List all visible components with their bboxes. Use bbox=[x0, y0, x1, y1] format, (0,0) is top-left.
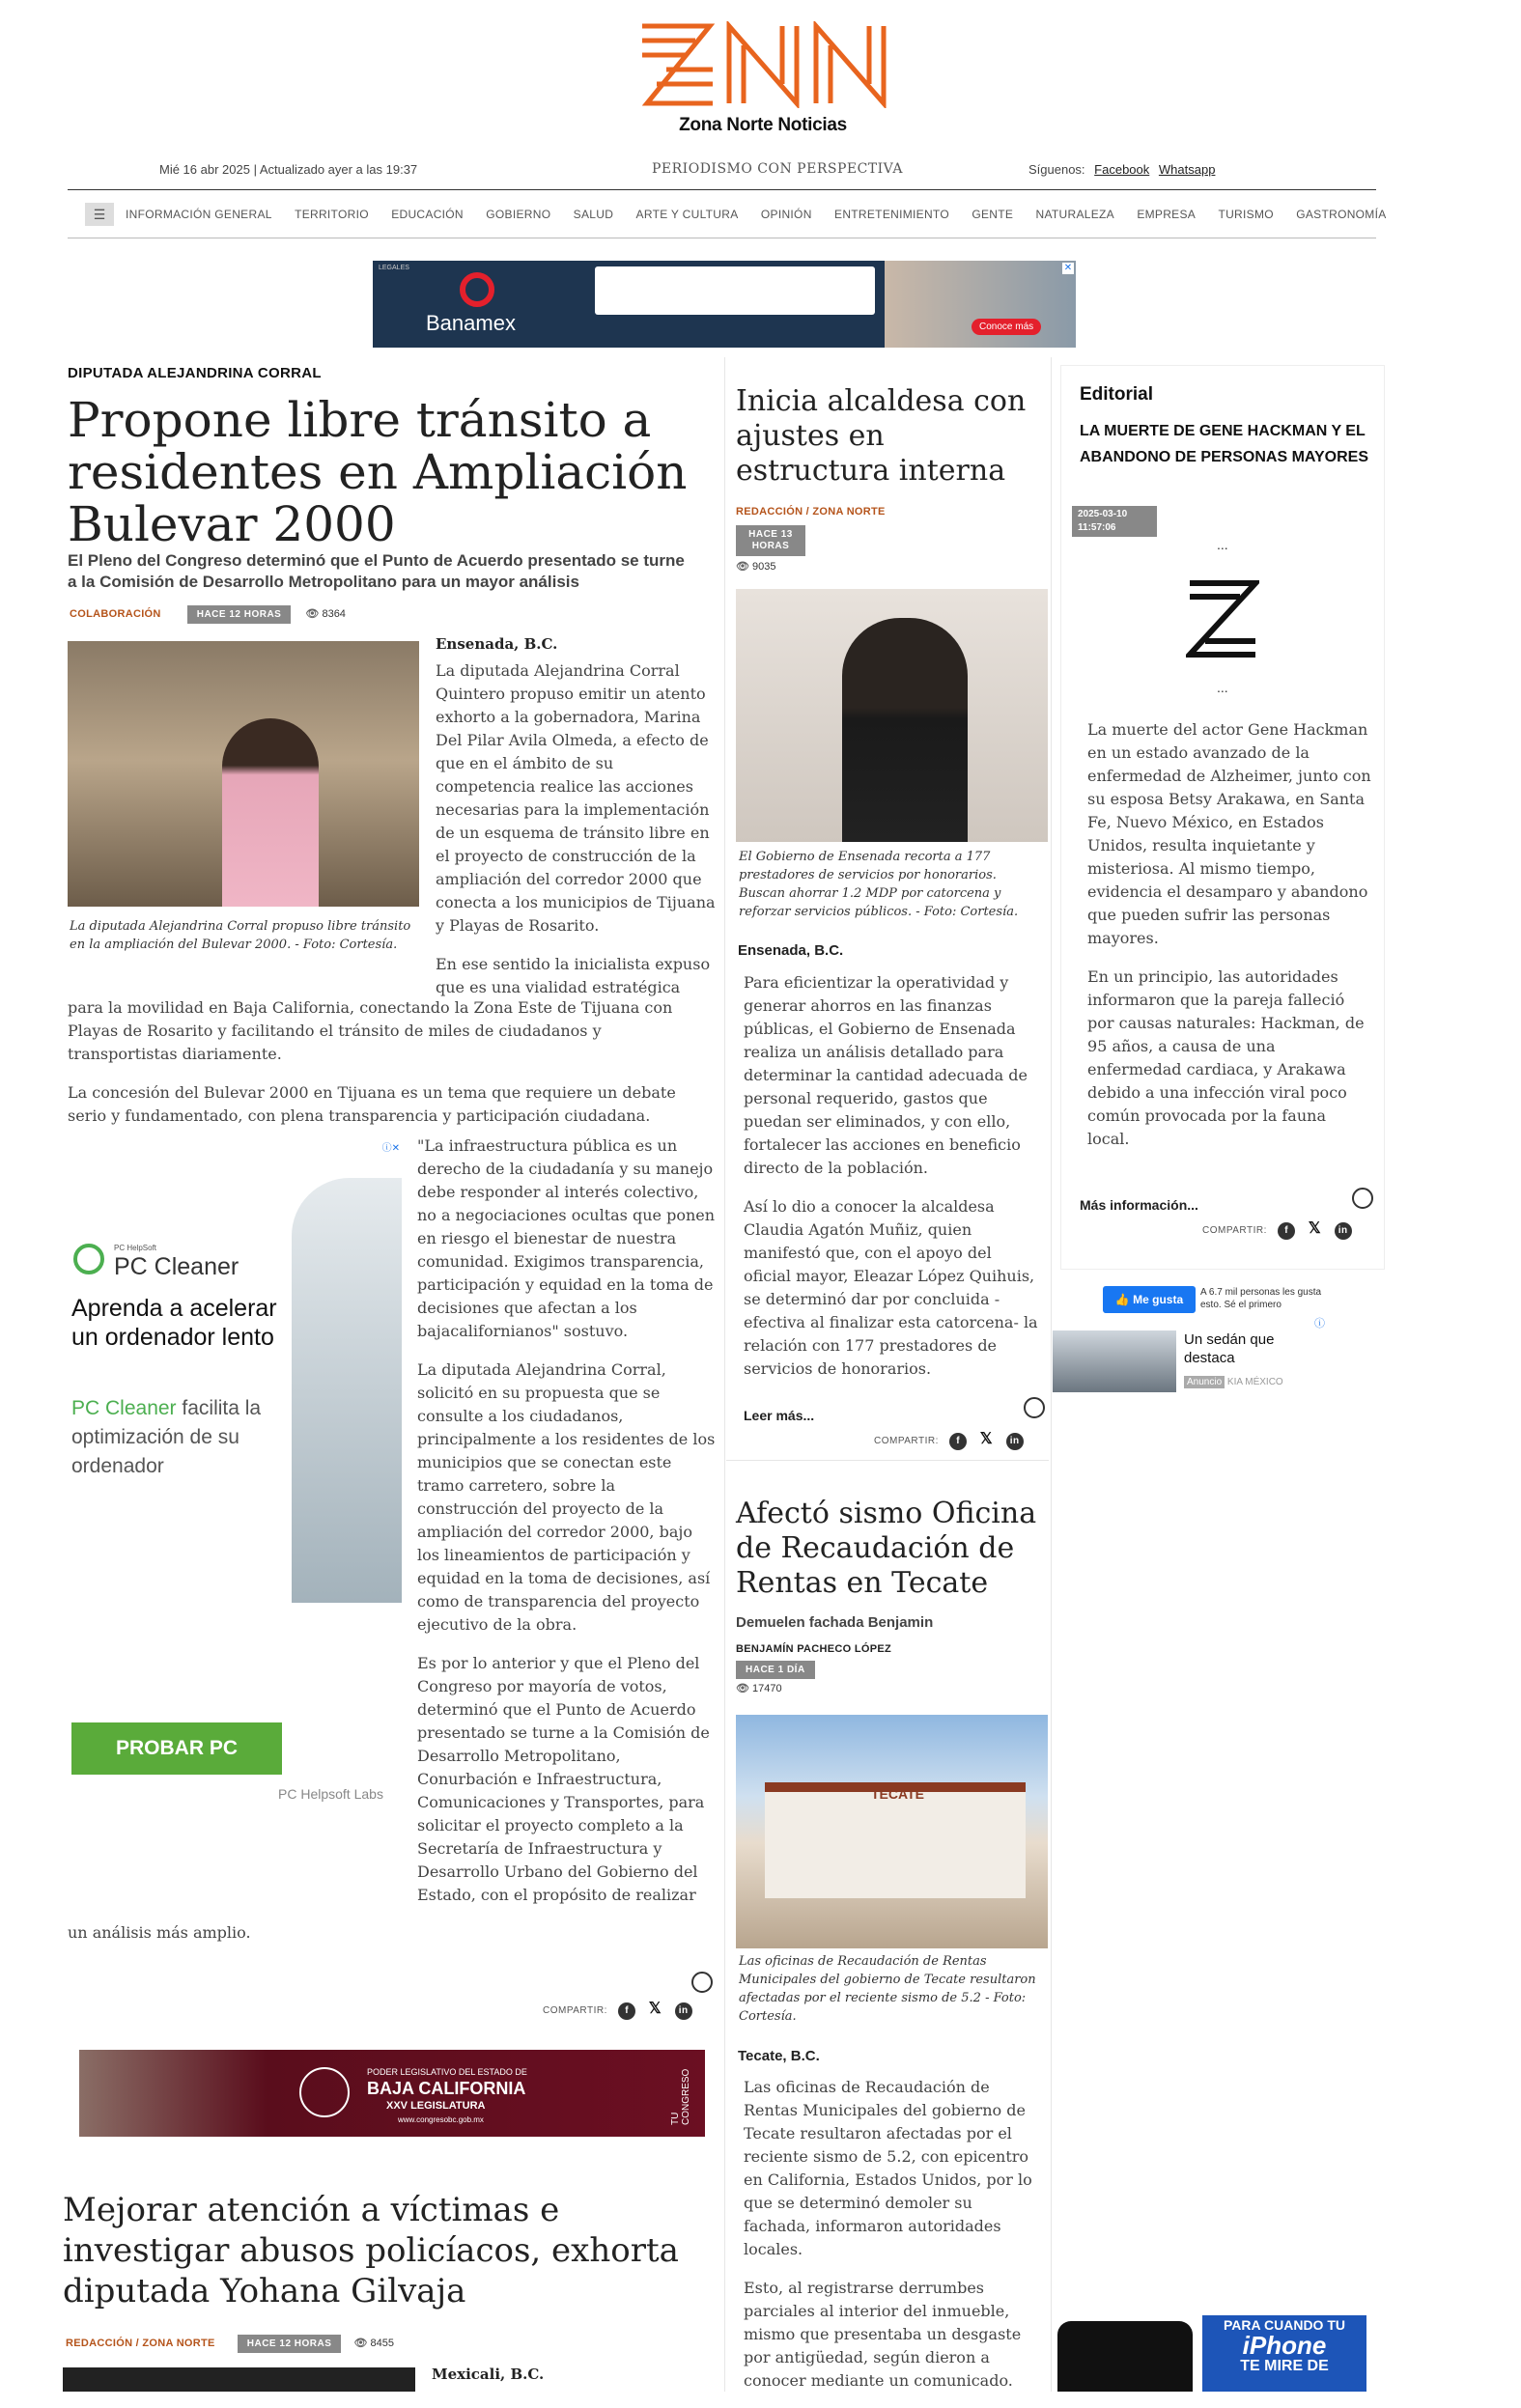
article-share bbox=[543, 2001, 692, 2020]
nav-item-entretenimiento[interactable]: ENTRETENIMIENTO bbox=[834, 208, 949, 221]
article-paragraph: Así lo dio a conocer la alcaldesa Claudia Agatón Muñiz, quien manifestó que, con el apoyo del oficial mayor, Eleazar López Quihuis, se determinó dar por concluida -efectiva al finalizar esta catorcena- la relación con 177 prestadores de servicios de honorarios. bbox=[744, 1197, 1038, 1378]
whatsapp-link[interactable]: Whatsapp bbox=[1158, 162, 1216, 177]
editorial-more-link[interactable]: Más información... bbox=[1080, 1197, 1198, 1213]
article-time-badge: HACE 12 HORAS bbox=[187, 605, 292, 624]
second-article-title[interactable]: Mejorar atención a víctimas e investigar abusos policíacos, exhorta diputada Yohana Gilvaja bbox=[63, 2191, 679, 2310]
editorial-paragraph: En un principio, las autoridades informaron que la pareja falleció por causas naturales: Hackman, de 95 años, a causa de una enfermedad cardiaca, y Arakawa debido a una infección viral poco común provocada por la fauna local. bbox=[1087, 967, 1365, 1148]
article-paragraph: Las oficinas de Recaudación de Rentas Municipales del gobierno de Tecate resultaron afectadas por el reciente sismo de 5.2, con epicentro en California, Estados Unidos, por lo que se determinó demoler su fachada, informaron autoridades locales. bbox=[744, 2078, 1032, 2258]
main-nav bbox=[68, 195, 1387, 238]
editorial-date: 2025-03-10 bbox=[1078, 509, 1128, 519]
article-body-wide bbox=[68, 996, 715, 1143]
caption-text: Las oficinas de Recaudación de Rentas Municipales del gobierno de Tecate resultaron afectadas por el reciente sismo de 5.2 bbox=[739, 1954, 1036, 2005]
iphone-ad-line1: PARA CUANDO TU bbox=[1224, 2317, 1345, 2333]
article-paragraph: Esto, al registrarse derrumbes parciales al interior del inmueble, mismo que presentaba un desgaste por antigüedad, según dieron a conocer mediante un comunicado. bbox=[744, 2279, 1022, 2390]
ad-search-box bbox=[595, 266, 875, 315]
nav-item-gobierno[interactable]: GOBIERNO bbox=[486, 208, 551, 221]
whatsapp-share-icon[interactable] bbox=[1024, 1397, 1045, 1418]
logo-subtitle: Zona Norte Noticias bbox=[679, 115, 847, 135]
photo-person bbox=[222, 718, 319, 907]
iphone-ad-line3: TE MIRE DE bbox=[1240, 2358, 1329, 2374]
views-eye-icon: 👁 bbox=[736, 1683, 749, 1694]
views-eye-icon: 👁 bbox=[353, 2338, 368, 2349]
nav-item-gente[interactable]: GENTE bbox=[972, 208, 1014, 221]
mid-article2-title[interactable]: Afectó sismo Oficina de Recaudación de Rentas en Tecate bbox=[736, 1497, 1037, 1600]
mid-article2-caption bbox=[739, 1952, 1046, 2026]
x-share-icon[interactable]: 𝕏 bbox=[646, 2001, 663, 2018]
editorial-dots: ... bbox=[1217, 537, 1228, 552]
nav-item-educacion[interactable]: EDUCACIÓN bbox=[391, 208, 464, 221]
column-divider bbox=[1051, 357, 1052, 2392]
mid-article1-views-row bbox=[736, 560, 1026, 573]
congreso-line1: PODER LEGISLATIVO DEL ESTADO DE bbox=[367, 2067, 527, 2077]
ad-headline: Aprenda a acelerar un ordenador lento bbox=[71, 1295, 277, 1351]
ad-info-icon[interactable]: ⓘ✕ bbox=[381, 1143, 400, 1154]
mid-article2-views: 17470 bbox=[752, 1683, 782, 1694]
section-divider bbox=[726, 1460, 1049, 1461]
nav-item-turismo[interactable]: TURISMO bbox=[1218, 208, 1274, 221]
phone-image bbox=[1057, 2321, 1193, 2392]
mid-article2-time-badge: HACE 1 DÍA bbox=[736, 1661, 815, 1679]
ad-brand: Banamex bbox=[426, 311, 516, 335]
editorial-time: 11:57:06 bbox=[1078, 522, 1116, 533]
caption-text: La diputada Alejandrina Corral propuso libre tránsito en la ampliación del Bulevar 2000. bbox=[70, 919, 411, 952]
congreso-line3: XXV LEGISLATURA bbox=[386, 2100, 486, 2112]
article-kicker: DIPUTADA ALEJANDRINA CORRAL bbox=[68, 365, 322, 381]
linkedin-share-icon[interactable]: in bbox=[1006, 1433, 1024, 1450]
views-eye-icon: 👁 bbox=[736, 561, 749, 573]
nav-item-naturaleza[interactable]: NATURALEZA bbox=[1035, 208, 1114, 221]
article-body-top bbox=[436, 659, 716, 999]
article-paragraph: La diputada Alejandrina Corral, solicitó en su propuesta que se consulte a los ciudadanos, principalmente a los residentes de los municipios que se conectan este tramo carretero, sobre la construcción del proyecto de la ampliación del corredor 2000, bajo los lineamientos de participación y equidad en la toma de decisiones, así como de transparencia del proyecto ejecutivo de la obra. bbox=[417, 1360, 716, 1634]
article-paragraph: En ese sentido la inicialista expuso que es una vialidad estratégica bbox=[436, 955, 711, 996]
facebook-share-icon[interactable]: f bbox=[1278, 1222, 1295, 1240]
article-paragraph: La concesión del Bulevar 2000 en Tijuana es un tema que requiere un debate serio y fundamentado, con plena transparencia y participación ciudadana. bbox=[68, 1083, 676, 1125]
article-photo-caption bbox=[70, 917, 412, 954]
photo-building-sign: TECATE bbox=[871, 1786, 924, 1802]
article-dateline: Ensenada, B.C. bbox=[436, 635, 558, 653]
second-article-time-badge: HACE 12 HORAS bbox=[238, 2335, 342, 2353]
editorial-date-badge bbox=[1072, 506, 1157, 537]
thumbs-up-icon: 👍 bbox=[1114, 1293, 1130, 1306]
nav-item-salud[interactable]: SALUD bbox=[573, 208, 614, 221]
article-deck: El Pleno del Congreso determinó que el Punto de Acuerdo presentado se turne a la Comisión de Desarrollo Metropolitano para un mayor análisis bbox=[68, 551, 685, 591]
second-article-views: 8455 bbox=[370, 2338, 394, 2349]
mid-article1-meta bbox=[736, 506, 1026, 573]
ad-close-icon[interactable]: ✕ bbox=[1063, 263, 1073, 273]
fb-like-label: Me gusta bbox=[1133, 1293, 1184, 1306]
article-quote: "La infraestructura pública es un derecho de la ciudadanía y su manejo debe responder al interés colectivo, no a negociaciones ocultas que ponen en riesgo el bienestar de nuestra comunidad. Exigimos transparencia, participación y equidad en la toma de decisiones que afectan a los bajacalifornianos" sostuvo. bbox=[417, 1136, 716, 1340]
article-paragraph: Para eficientizar la operatividad y generar ahorros en las finanzas públicas, el Gobierno de Ensenada realiza un análisis detallado para determinar la cantidad adecuada de personal requerido, gastos que puedan ser eliminados, y con ello, fortalecer las acciones en beneficio directo de la población. bbox=[744, 973, 1028, 1177]
editorial-title[interactable]: LA MUERTE DE GENE HACKMAN Y EL ABANDONO DE PERSONAS MAYORES bbox=[1080, 423, 1369, 465]
hamburger-menu-icon[interactable]: ☰ bbox=[85, 203, 114, 226]
ad-photo-man bbox=[292, 1178, 402, 1603]
mid-article2-views-row bbox=[736, 1682, 1026, 1694]
mid-article2-author[interactable]: BENJAMÍN PACHECO LÓPEZ bbox=[736, 1643, 892, 1655]
ad-cta-button[interactable]: Conoce más bbox=[972, 319, 1041, 335]
ad-footer: PC Helpsoft Labs bbox=[278, 1786, 383, 1802]
mid-article1-title[interactable]: Inicia alcaldesa con ajustes en estructura interna bbox=[736, 384, 1027, 488]
ad-brand-small: PC HelpSoft bbox=[114, 1244, 157, 1252]
views-eye-icon: 👁 bbox=[305, 608, 320, 620]
ad-body-text: facilita la optimización de su ordenador bbox=[71, 1397, 262, 1477]
pc-cleaner-logo-icon bbox=[73, 1244, 104, 1274]
ad-info-icon[interactable]: ⓘ bbox=[1314, 1318, 1325, 1330]
nav-item-gastronomia[interactable]: GASTRONOMÍA bbox=[1296, 208, 1387, 221]
kia-ad[interactable] bbox=[1053, 1315, 1333, 1392]
mid-article2-dateline: Tecate, B.C. bbox=[738, 2048, 820, 2064]
nav-item-empresa[interactable]: EMPRESA bbox=[1137, 208, 1197, 221]
share-label: COMPARTIR: bbox=[1202, 1225, 1267, 1236]
iphone-ad[interactable] bbox=[1057, 2315, 1366, 2392]
caption-credit: - Foto: Cortesía. bbox=[915, 905, 1019, 919]
congreso-side: TU CONGRESO bbox=[670, 2068, 691, 2125]
pc-cleaner-ad[interactable] bbox=[68, 1139, 402, 1892]
second-article-dateline: Mexicali, B.C. bbox=[432, 2366, 545, 2383]
caption-text: El Gobierno de Ensenada recorta a 177 prestadores de servicios por honorarios. Buscan ahorrar 1.2 MDP por catorcena y reforzar servicios públicos. bbox=[739, 850, 1001, 919]
follow-label: Síguenos: bbox=[1028, 162, 1085, 177]
article-paragraph: para la movilidad en Baja California, conectando la Zona Este de Tijuana con Playas de Rosarito y facilitando el tránsito de miles de ciudadanos y transportistas diariamente. bbox=[68, 998, 673, 1063]
social-links bbox=[1028, 162, 1215, 177]
mid-article2-photo[interactable] bbox=[736, 1715, 1048, 1948]
linkedin-share-icon[interactable]: in bbox=[1335, 1222, 1352, 1240]
iphone-ad-panel bbox=[1202, 2315, 1366, 2392]
column-divider bbox=[724, 357, 725, 2392]
article-title[interactable]: Propone libre tránsito a residentes en Ampliación Bulevar 2000 bbox=[68, 392, 688, 552]
mid-article1-dateline: Ensenada, B.C. bbox=[738, 942, 844, 959]
linkedin-share-icon[interactable]: in bbox=[675, 2002, 692, 2020]
znn-z-logo-icon bbox=[1186, 579, 1259, 658]
congreso-seal-icon bbox=[299, 2067, 350, 2117]
congreso-url: www.congresobc.gob.mx bbox=[398, 2115, 484, 2124]
article-meta bbox=[70, 605, 346, 624]
caption-credit: - Foto: Cortesía. bbox=[295, 938, 398, 952]
mid-article1-category[interactable]: REDACCIÓN / ZONA NORTE bbox=[736, 506, 886, 518]
article-photo[interactable] bbox=[68, 641, 419, 907]
nav-item-informacion-general[interactable]: INFORMACIÓN GENERAL bbox=[126, 208, 272, 221]
editorial-paragraph: La muerte del actor Gene Hackman en un estado avanzado de la enfermedad de Alzheimer, junto con su esposa Betsy Arakawa, en Santa Fe, Nuevo México, en Estados Unidos, resulta inquietante y misteriosa. Al mismo tiempo, evidencia el desamparo y abandono que pueden sufrir las personas mayores. bbox=[1087, 720, 1371, 947]
mid-article1-time-badge: HACE 13 HORAS bbox=[736, 525, 805, 556]
mid-article1-photo[interactable] bbox=[736, 589, 1048, 842]
mid-article2-subtitle: Demuelen fachada Benjamin bbox=[736, 1614, 934, 1631]
share-label: COMPARTIR: bbox=[543, 2005, 607, 2016]
article-category[interactable]: COLABORACIÓN bbox=[70, 608, 161, 620]
ad-brand: PC Cleaner bbox=[114, 1253, 239, 1280]
second-article-photo[interactable] bbox=[63, 2367, 415, 2392]
banamex-logo-icon bbox=[460, 272, 494, 307]
fb-like-count: A 6.7 mil personas les gusta esto. Sé el primero bbox=[1200, 1287, 1322, 1310]
congreso-line2: BAJA CALIFORNIA bbox=[367, 2079, 526, 2098]
editorial-dots: ... bbox=[1217, 680, 1228, 695]
nav-item-arte-y-cultura[interactable]: ARTE Y CULTURA bbox=[635, 208, 739, 221]
nav-item-opinion[interactable]: OPINIÓN bbox=[760, 208, 812, 221]
ad-body-brand: PC Cleaner bbox=[71, 1397, 177, 1419]
editorial-body bbox=[1087, 718, 1371, 1166]
second-article-category[interactable]: REDACCIÓN / ZONA NORTE bbox=[66, 2338, 215, 2349]
second-article-meta bbox=[66, 2335, 394, 2353]
article-paragraph: La diputada Alejandrina Corral Quintero propuso emitir un atento exhorto a la gobernadora, Marina Del Pilar Avila Olmeda, a efecto de que en el ámbito de su competencia realice las acciones necesarias para la implementación de un esquema de tránsito libre en el proyecto de construcción de la ampliación del corredor 2000 que conecta a los municipios de Tijuana y Playas de Rosarito. bbox=[436, 661, 716, 935]
whatsapp-share-icon[interactable] bbox=[691, 1972, 713, 1993]
photo-person bbox=[842, 618, 968, 842]
mid-article1-caption bbox=[739, 848, 1046, 921]
x-share-icon[interactable]: 𝕏 bbox=[977, 1431, 995, 1448]
kia-ad-title: Un sedán que destaca bbox=[1184, 1331, 1275, 1366]
mid-article1-views: 9035 bbox=[752, 561, 776, 573]
article-views: 8364 bbox=[322, 608, 346, 620]
mid-article1-read-more[interactable]: Leer más... bbox=[744, 1408, 815, 1423]
mid-article2-body bbox=[744, 2076, 1043, 2408]
banamex-ad[interactable] bbox=[373, 261, 1076, 348]
nav-list bbox=[126, 208, 1406, 221]
top-bar bbox=[68, 154, 1376, 190]
tagline: PERIODISMO CON PERSPECTIVA bbox=[652, 161, 903, 177]
share-label: COMPARTIR: bbox=[874, 1436, 939, 1446]
facebook-link[interactable]: Facebook bbox=[1094, 162, 1150, 177]
editorial-share bbox=[1202, 1220, 1352, 1240]
editorial-section-label: Editorial bbox=[1080, 384, 1154, 405]
mid-article1-body bbox=[744, 971, 1043, 1396]
x-share-icon[interactable]: 𝕏 bbox=[1306, 1220, 1323, 1238]
probar-pc-cleaner-button[interactable]: PROBAR PC CLEANER bbox=[71, 1722, 282, 1775]
facebook-share-icon[interactable]: f bbox=[618, 2002, 635, 2020]
whatsapp-share-icon[interactable] bbox=[1352, 1188, 1373, 1209]
caption-credit: - Foto: Cortesía. bbox=[739, 1991, 1027, 2024]
date-updated: Mié 16 abr 2025 | Actualizado ayer a las 19:37 bbox=[159, 162, 418, 177]
mid-article1-share bbox=[874, 1431, 1024, 1450]
ad-badge: Anuncio bbox=[1184, 1376, 1225, 1388]
iphone-ad-line2: iPhone bbox=[1242, 2331, 1327, 2360]
congreso-bc-ad[interactable] bbox=[79, 2050, 705, 2137]
article-paragraph: Es por lo anterior y que el Pleno del Congreso por mayoría de votos, determinó que el Punto de Acuerdo presentado se turne a la Comisión de Desarrollo Metropolitano, Conurbación e Infraestructura, Comunicaciones y Transportes, para solicitar el proyecto completo a la Secretaría de Infraestructura y Desarrollo Urbano del Gobierno del Estado, con el propósito de realizar bbox=[417, 1654, 710, 1904]
kia-car-photo bbox=[1053, 1330, 1176, 1392]
site-logo[interactable] bbox=[637, 21, 888, 147]
kia-ad-footer bbox=[1184, 1377, 1283, 1387]
nav-item-territorio[interactable]: TERRITORIO bbox=[295, 208, 369, 221]
fb-like-button[interactable] bbox=[1103, 1286, 1196, 1313]
article-body-right bbox=[417, 1134, 717, 1907]
facebook-share-icon[interactable]: f bbox=[949, 1433, 967, 1450]
ad-legal-label: LEGALES bbox=[379, 265, 409, 271]
ad-body bbox=[71, 1394, 284, 1481]
kia-ad-source: KIA MÉXICO bbox=[1226, 1377, 1283, 1387]
znn-logo-mark bbox=[637, 21, 888, 108]
article-body-end: un análisis más amplio. bbox=[68, 1923, 251, 1942]
mid-article2-meta bbox=[736, 1643, 1026, 1694]
